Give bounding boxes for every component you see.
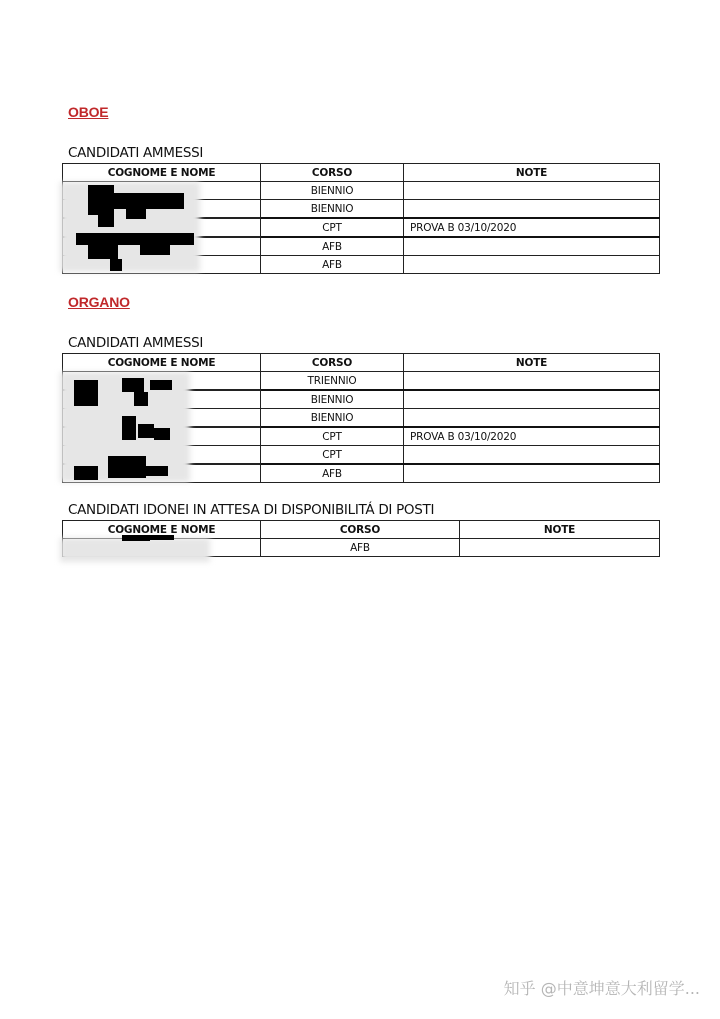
note-cell: [404, 390, 660, 409]
note-cell: [404, 409, 660, 428]
redaction-block: [76, 233, 194, 245]
redaction-blur: [60, 538, 210, 562]
redaction-block: [88, 185, 114, 215]
redaction-block: [150, 380, 172, 390]
section-title-oboe: OBOE: [68, 104, 109, 120]
corso-cell: BIENNIO: [261, 182, 404, 200]
redaction-block: [150, 535, 174, 540]
section-title-organo: ORGANO: [68, 294, 130, 310]
column-header-name: COGNOME E NOME: [63, 164, 261, 182]
redaction-block: [154, 428, 170, 440]
corso-cell: AFB: [261, 464, 404, 483]
table-header-row: [63, 164, 660, 182]
corso-cell: CPT: [261, 446, 404, 465]
admitted-heading: CANDIDATI AMMESSI: [68, 335, 204, 351]
corso-cell: CPT: [261, 218, 404, 237]
watermark-text: 知乎 @中意坤意大利留学...: [503, 979, 700, 998]
corso-cell: BIENNIO: [261, 409, 404, 428]
redaction-block: [114, 193, 184, 209]
redaction-block: [122, 416, 136, 440]
redaction-block: [140, 245, 170, 255]
redaction-block: [108, 456, 146, 478]
redaction-block: [98, 215, 114, 227]
redaction-block: [126, 207, 146, 219]
corso-cell: TRIENNIO: [261, 372, 404, 391]
column-header-corso: CORSO: [261, 354, 404, 372]
note-cell: [404, 372, 660, 391]
column-header-name: COGNOME E NOME: [63, 521, 261, 539]
redaction-block: [134, 392, 148, 406]
corso-cell: CPT: [261, 427, 404, 446]
column-header-corso: CORSO: [261, 521, 460, 539]
admitted-heading: CANDIDATI AMMESSI: [68, 145, 204, 161]
redaction-block: [138, 424, 154, 438]
column-header-note: NOTE: [404, 164, 660, 182]
note-cell: [404, 256, 660, 274]
redaction-block: [74, 466, 98, 480]
column-header-corso: CORSO: [261, 164, 404, 182]
redaction-block: [74, 380, 98, 406]
column-header-note: NOTE: [460, 521, 660, 539]
redaction-block: [122, 535, 150, 541]
note-cell: [404, 200, 660, 219]
note-cell: [460, 539, 660, 557]
column-header-note: NOTE: [404, 354, 660, 372]
note-cell: PROVA B 03/10/2020: [404, 427, 660, 446]
redaction-block: [88, 245, 118, 259]
note-cell: [404, 446, 660, 465]
corso-cell: AFB: [261, 256, 404, 274]
corso-cell: AFB: [261, 237, 404, 256]
corso-cell: AFB: [261, 539, 460, 557]
corso-cell: BIENNIO: [261, 390, 404, 409]
redaction-block: [122, 378, 144, 392]
note-cell: [404, 237, 660, 256]
note-cell: [404, 464, 660, 483]
note-cell: PROVA B 03/10/2020: [404, 218, 660, 237]
column-header-name: COGNOME E NOME: [63, 354, 261, 372]
redaction-block: [110, 259, 122, 271]
redaction-block: [146, 466, 168, 476]
idonei-heading: CANDIDATI IDONEI IN ATTESA DI DISPONIBILITÁ DI POSTI: [68, 502, 435, 518]
corso-cell: BIENNIO: [261, 200, 404, 219]
note-cell: [404, 182, 660, 200]
table-header-row: [63, 354, 660, 372]
